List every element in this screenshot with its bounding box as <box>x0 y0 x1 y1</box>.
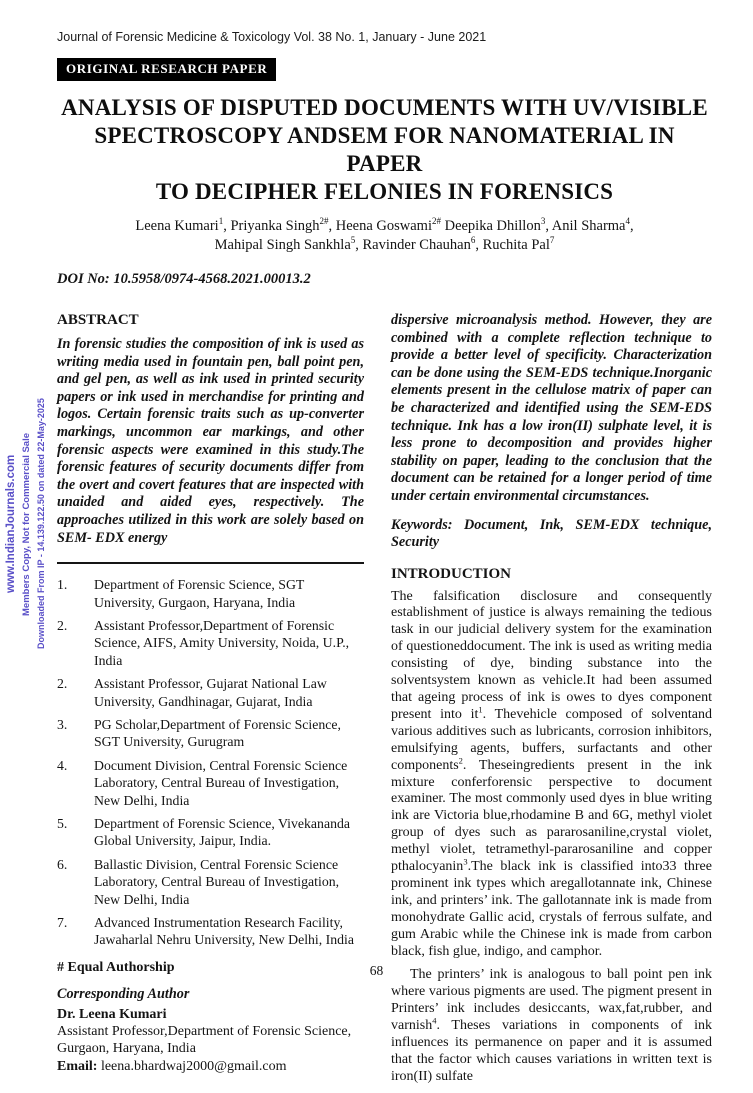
superscript-ref: 1 <box>218 216 224 227</box>
superscript-ref: 6 <box>470 235 476 246</box>
affiliation-text: Department of Forensic Science, SGT University, Gurgaon, Haryana, India <box>94 577 305 610</box>
affiliation-number: 7. <box>57 915 68 931</box>
author-list <box>57 217 712 255</box>
journal-header: Journal of Forensic Medicine & Toxicology Vol. 38 No. 1, January - June 2021 <box>57 30 487 44</box>
abstract-heading: ABSTRACT <box>57 312 139 328</box>
abstract-text-part1: In forensic studies the composition of ink is used as writing media used in fountain pen, ball point pen, and gel pen, as well as ink used in printed security papers or ink used in merchandise for printing and logos. Certain forensic traits such as up-converter markings, uncommon ear markings, and other forensic aspects were examined in this study.The forensic features of security documents differ from the overt and covert features that are inspected with unaided and aided eyes, respectively. The approaches utilized in this work are solely based on SEM- EDX energy <box>57 336 364 546</box>
corresponding-author-label: Corresponding Author <box>57 985 190 1002</box>
superscript-ref: 7 <box>549 235 555 246</box>
watermark-strip <box>5 378 46 670</box>
article-type-badge: ORIGINAL RESEARCH PAPER <box>57 58 276 81</box>
introduction-heading: INTRODUCTION <box>391 565 512 582</box>
corresponding-author-line1: Assistant Professor,Department of Forensic Science, <box>57 1023 352 1039</box>
watermark-download-info: Downloaded From IP - 14.139.122.50 on dated 22-May-2025 <box>36 398 46 650</box>
affiliation-item <box>57 914 364 949</box>
equal-authorship-note: # Equal Authorship <box>57 959 175 975</box>
watermark-site-link[interactable]: www.IndianJournals.com <box>5 454 17 594</box>
author-line: Leena Kumari$^1$, Priyanka Singh$^{2\#}$, Heena Goswami$^{2\#}$ Deepika Dhillon$^3$, Anil Sharma$^4$, <box>135 216 634 234</box>
watermark-copy-notice: Members Copy, Not for Commercial Sale <box>21 432 32 616</box>
affiliation-text: Advanced Instrumentation Research Facility, Jawaharlal Nehru University, New Delhi, India <box>94 915 355 948</box>
page-title <box>57 94 712 206</box>
affiliation-text: Assistant Professor, Gujarat National Law University, Gandhinagar, Gujarat, India <box>94 676 327 709</box>
page-number: 68 <box>369 963 384 978</box>
affiliation-item <box>57 716 364 751</box>
footnote-divider <box>57 562 364 564</box>
affiliation-item <box>57 675 364 710</box>
affiliation-number: 4. <box>57 757 68 773</box>
superscript-ref: 1 <box>478 704 483 715</box>
affiliation-item <box>57 856 364 908</box>
corresponding-author-name: Dr. Leena Kumari <box>57 1006 167 1022</box>
superscript-ref: 3 <box>463 856 468 867</box>
affiliation-text: Assistant Professor,Department of Forensic Science, AIFS, Amity University, Noida, U.P., India <box>94 617 350 668</box>
affiliation-list <box>57 576 364 949</box>
author-line: Mahipal Singh Sankhla$^5$, Ravinder Chauhan$^6$, Ruchita Pal$^7$ <box>214 235 555 253</box>
corresponding-author-line2: Gurgaon, Haryana, India <box>57 1041 196 1057</box>
affiliation-item <box>57 576 364 611</box>
affiliation-number: 1. <box>57 577 68 593</box>
affiliation-number: 6. <box>57 856 68 872</box>
keywords-line: Keywords: Document, Ink, SEM-EDX technique, Security <box>391 516 712 551</box>
affiliation-number: 2. <box>57 676 68 692</box>
superscript-ref: 2# <box>319 216 329 227</box>
title-line: ANALYSIS OF DISPUTED DOCUMENTS WITH UV/VISIBLE <box>61 95 708 120</box>
affiliation-text: PG Scholar,Department of Forensic Science, SGT University, Gurugram <box>94 716 341 750</box>
article-page <box>57 0 712 1093</box>
introduction-paragraph: The falsification disclosure and consequently establishment of justice is always remaining the tedious task in our judicial delivery system for the examination of questioneddocument. The ink is used as writing media consisting of dye, binding substance into the solventsystem known as vehicle.It had been assumed that ageing process of ink is owes to dyes component present into $it^1$. Thevehicle composed of solventand various additives such as lubricants, corrosion inhibitors, emulsifying agents, buffers, surfactants and other components$^2$. Theseingredients present in the ink mixture conferforensic perspective to document examiner. The most commonly used dyes in blue writing ink are Victoria blue,rhodamine B and 6G, methyl violet group of dyes such as pararosaniline,crystal violet, methyl violet, tetramethyl-pararosaniline and copper pthalocyanin$^3$.The black ink is classified into33 three prominent ink types which aregallotannate ink, Chinese ink, and printers’ ink. The gallotannate ink is made from monohydrate Gallic acid, crystals of ferrous sulfate, and gum Arabic while the Chinese ink is made from carbon black, fish glue, indigo, and camphor. <box>391 588 712 959</box>
affiliation-item <box>57 757 364 809</box>
superscript-ref: 5 <box>350 235 356 246</box>
affiliation-text: Ballastic Division, Central Forensic Science Laboratory, Central Bureau of Investigation, New Delhi, India <box>94 856 340 907</box>
affiliation-item <box>57 617 364 669</box>
affiliation-number: 5. <box>57 816 68 831</box>
introduction-paragraph: The printers’ ink is analogous to ball point pen ink where various pigments are used. The pigment present in Printers’ ink includes desiccants, wax,fat,rubber, and varnish$^4$. Theses variations in components of ink influences its permanence on paper and it is assumed that the factor which causes variations in written text is iron(II) sulfate <box>391 967 712 1084</box>
doi-number: DOI No: 10.5958/0974-4568.2021.00013.2 <box>57 271 311 287</box>
superscript-ref: 2 <box>458 754 463 765</box>
affiliation-text: Document Division, Central Forensic Science Laboratory, Central Bureau of Investigation, New Delhi, India <box>94 757 348 808</box>
superscript-ref: 4 <box>432 1015 437 1026</box>
title-line: SPECTROSCOPY ANDSEM FOR NANOMATERIAL IN PAPER <box>94 123 675 176</box>
superscript-ref: 4 <box>625 216 630 227</box>
introduction-body <box>391 589 712 1086</box>
email-address[interactable]: leena.bhardwaj2000@gmail.com <box>97 1058 287 1074</box>
affiliation-number: 3. <box>57 716 68 732</box>
affiliation-text: Department of Forensic Science, Vivekananda Global University, Jaipur, India. <box>94 816 350 849</box>
superscript-ref: 2# <box>431 216 441 227</box>
affiliation-item <box>57 815 364 850</box>
affiliation-number: 2. <box>57 617 68 633</box>
title-line: TO DECIPHER FELONIES IN FORENSICS <box>155 179 614 204</box>
corresponding-author-email-row <box>57 1058 364 1075</box>
abstract-text-part2: dispersive microanalysis method. However, they are combined with a complete reflection technique to provide a better level of specificity. Characterization can be done using the SEM-EDS technique.Inorganic elements present in the cellulose matrix of paper can be characterized and identified using the SEM-EDS technique. Ink has a low iron(II) sulphate level, it is less prone to decomposition and provides higher stability on paper, leading to the conclusion that the document can be retained for a longer period of time under certain environmental circumstances. <box>391 312 712 504</box>
email-label: Email: <box>57 1058 98 1074</box>
superscript-ref: 3 <box>540 216 546 227</box>
